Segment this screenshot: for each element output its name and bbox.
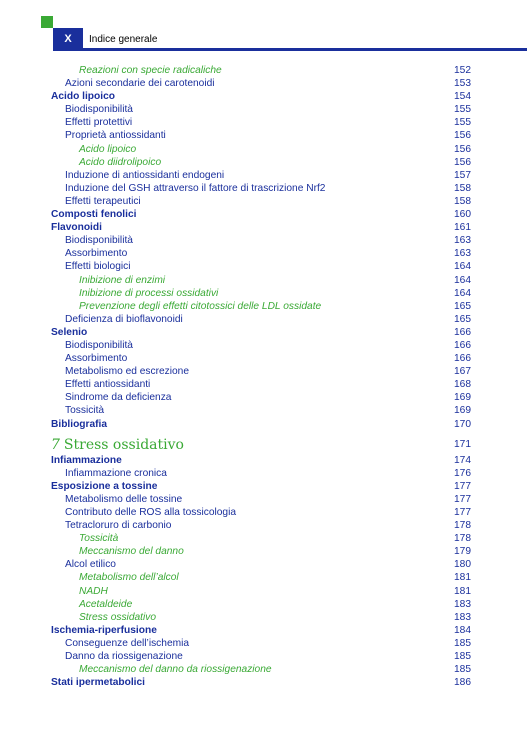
toc-entry[interactable] — [51, 454, 471, 467]
toc-entry[interactable] — [51, 129, 471, 142]
toc-entry-page: 177 — [454, 480, 471, 492]
toc-entry-title: Deficienza di bioflavonoidi — [65, 313, 183, 325]
toc-entry[interactable] — [51, 339, 471, 352]
toc-entry[interactable] — [51, 274, 471, 287]
table-of-contents — [51, 64, 471, 689]
toc-entry-title: Biodisponibilità — [65, 104, 133, 116]
toc-entry-title: Reazioni con specie radicaliche — [79, 65, 222, 76]
toc-entry[interactable] — [51, 676, 471, 689]
toc-entry-title: Inibizione di enzimi — [79, 274, 166, 286]
chapter-title: Stress ossidativo — [63, 436, 184, 453]
toc-entry-page: 156 — [454, 156, 471, 168]
toc-entry[interactable] — [51, 326, 471, 339]
toc-entry-title: Meccanismo del danno da riossigenazione — [79, 664, 272, 676]
toc-entry-title: Meccanismo del danno — [79, 546, 184, 558]
toc-entry-page: 155 — [454, 104, 471, 116]
toc-entry-page: 164 — [454, 261, 471, 273]
toc-entry[interactable] — [51, 143, 471, 156]
toc-entry-page: 153 — [454, 78, 471, 90]
toc-entry[interactable] — [51, 532, 471, 545]
header-rule — [53, 48, 527, 51]
toc-entry-title: Effetti biologici — [65, 261, 131, 273]
toc-entry-page: 169 — [454, 405, 471, 417]
toc-entry[interactable] — [51, 208, 471, 221]
toc-entry-title: Inibizione di processi ossidativi — [79, 287, 219, 299]
toc-entry-page: 177 — [454, 507, 471, 518]
toc-entry-page: 158 — [454, 195, 471, 207]
toc-entry-page: 181 — [454, 585, 471, 597]
toc-entry-title: Acido lipoico — [51, 91, 115, 103]
toc-entry-page: 185 — [454, 651, 471, 663]
toc-entry-title: Effetti antiossidanti — [65, 379, 151, 391]
toc-entry-title: Proprietà antiossidanti — [65, 130, 166, 142]
toc-entry[interactable] — [51, 90, 471, 103]
toc-entry[interactable] — [51, 650, 471, 663]
toc-entry-page: 186 — [454, 677, 471, 689]
toc-entry-title: Ischemia-riperfusione — [51, 624, 157, 636]
toc-entry-title: NADH — [79, 585, 108, 597]
toc-entry-page: 163 — [454, 248, 471, 260]
toc-entry-title: Assorbimento — [65, 248, 128, 260]
toc-entry-title: Infiammazione cronica — [65, 467, 167, 479]
toc-entry-title: Sindrome da deficienza — [65, 392, 172, 404]
toc-entry-title: Tossicità — [65, 405, 105, 417]
toc-entry[interactable] — [51, 195, 471, 208]
toc-entry[interactable] — [51, 571, 471, 584]
chapter-page: 171 — [454, 438, 471, 450]
toc-entry-page: 174 — [454, 454, 471, 466]
toc-entry[interactable] — [51, 545, 471, 558]
header-accent-square — [41, 16, 53, 28]
toc-entry-title: Effetti terapeutici — [65, 195, 141, 207]
toc-entry[interactable] — [51, 221, 471, 234]
toc-entry[interactable] — [51, 480, 471, 493]
running-header-title: Indice generale — [89, 34, 158, 45]
toc-entry[interactable] — [51, 519, 471, 532]
toc-entry-title: Metabolismo delle tossine — [65, 493, 183, 505]
toc-entry[interactable] — [51, 352, 471, 365]
toc-entry-title: Acido lipoico — [79, 143, 137, 155]
toc-entry[interactable] — [51, 663, 471, 676]
toc-entry-title: Azioni secondarie dei carotenoidi — [65, 78, 215, 90]
toc-entry-page: 178 — [454, 520, 471, 532]
toc-entry-title: Assorbimento — [65, 353, 128, 365]
toc-entry-page: 185 — [454, 637, 471, 649]
toc-entry-page: 181 — [454, 572, 471, 584]
toc-entry[interactable] — [51, 506, 471, 519]
toc-entry[interactable] — [51, 558, 471, 571]
page-label: X — [53, 28, 83, 50]
toc-entry[interactable] — [51, 116, 471, 129]
toc-entry-title: Biodisponibilità — [65, 235, 133, 247]
toc-entry[interactable] — [51, 378, 471, 391]
toc-entry-title: Metabolismo ed escrezione — [65, 366, 190, 378]
toc-entry-page: 180 — [454, 559, 471, 571]
toc-entry-page: 184 — [454, 624, 471, 636]
toc-entry[interactable] — [51, 598, 471, 611]
toc-entry[interactable] — [51, 404, 471, 417]
toc-entry-page: 178 — [454, 533, 471, 545]
toc-entry[interactable] — [51, 182, 471, 195]
toc-entry[interactable] — [51, 585, 471, 598]
toc-entry-title: Stress ossidativo — [79, 611, 157, 623]
toc-entry-title: Acetaldeide — [79, 598, 133, 610]
toc-entry-page: 166 — [454, 326, 471, 338]
toc-entry-page: 167 — [454, 366, 471, 378]
toc-entry-title: Biodisponibilità — [65, 339, 133, 351]
toc-entry-title: Induzione di antiossidanti endogeni — [65, 169, 225, 181]
toc-entry[interactable] — [51, 103, 471, 116]
toc-entry-page: 164 — [454, 274, 471, 286]
toc-entry-title: Stati ipermetabolici — [51, 677, 145, 689]
toc-section-a — [51, 64, 471, 431]
toc-entry[interactable] — [51, 300, 471, 313]
toc-entry-page: 152 — [454, 65, 471, 76]
toc-entry[interactable] — [51, 624, 471, 637]
toc-entry-page: 164 — [454, 287, 471, 299]
toc-entry-page: 156 — [454, 130, 471, 142]
toc-entry-title: Selenio — [51, 326, 88, 338]
toc-entry-title: Effetti protettivi — [65, 117, 133, 129]
toc-entry-page: 168 — [454, 379, 471, 391]
toc-entry-page: 156 — [454, 143, 471, 155]
toc-entry[interactable] — [51, 637, 471, 650]
toc-entry[interactable] — [51, 156, 471, 169]
chapter-heading[interactable] — [51, 434, 471, 454]
toc-entry-title: Metabolismo dell’alcol — [79, 572, 179, 584]
toc-entry[interactable] — [51, 493, 471, 506]
toc-entry[interactable] — [51, 418, 471, 431]
toc-entry[interactable] — [51, 391, 471, 404]
toc-entry-page: 158 — [454, 182, 471, 194]
toc-entry-title: Contributo delle ROS alla tossicologia — [65, 507, 237, 518]
toc-entry-title: Alcol etilico — [65, 559, 116, 571]
toc-entry-title: Composti fenolici — [51, 209, 137, 221]
toc-entry-page: 183 — [454, 598, 471, 610]
toc-entry-title: Tossicità — [79, 533, 119, 545]
toc-entry[interactable] — [51, 365, 471, 378]
toc-entry-title: Bibliografia — [51, 418, 108, 430]
toc-entry-page: 155 — [454, 117, 471, 129]
toc-entry-page: 170 — [454, 418, 471, 430]
toc-entry-page: 165 — [454, 313, 471, 325]
toc-entry-title: Induzione del GSH attraverso il fattore di trascrizione Nrf2 — [65, 182, 326, 194]
toc-entry-page: 183 — [454, 611, 471, 623]
toc-entry-title: Prevenzione degli effetti citotossici delle LDL ossidate — [79, 300, 322, 312]
toc-entry-page: 163 — [454, 235, 471, 247]
toc-entry[interactable] — [51, 260, 471, 273]
toc-entry-title: Conseguenze dell’ischemia — [65, 637, 190, 649]
toc-entry[interactable] — [51, 467, 471, 480]
toc-entry-title: Esposizione a tossine — [51, 480, 158, 492]
toc-entry-title: Infiammazione — [51, 454, 122, 466]
toc-entry-title: Flavonoidi — [51, 222, 102, 234]
toc-entry-page: 176 — [454, 467, 471, 479]
toc-entry-title: Tetracloruro di carbonio — [65, 520, 172, 532]
toc-entry-page: 179 — [454, 546, 471, 558]
toc-entry[interactable] — [51, 247, 471, 260]
toc-entry-page: 169 — [454, 392, 471, 404]
toc-entry-page: 160 — [454, 209, 471, 221]
toc-entry-page: 166 — [454, 353, 471, 365]
toc-entry[interactable] — [51, 169, 471, 182]
toc-entry-page: 154 — [454, 91, 471, 103]
toc-entry-page: 161 — [454, 222, 471, 234]
toc-entry[interactable] — [51, 77, 471, 90]
toc-entry-title: Danno da riossigenazione — [65, 651, 183, 663]
toc-entry[interactable] — [51, 64, 471, 77]
toc-section-b — [51, 454, 471, 690]
toc-entry[interactable] — [51, 234, 471, 247]
toc-entry-page: 157 — [454, 169, 471, 181]
toc-entry-page: 166 — [454, 339, 471, 351]
toc-entry-title: Acido diidrolipoico — [79, 156, 162, 168]
toc-entry[interactable] — [51, 313, 471, 326]
toc-entry-page: 177 — [454, 493, 471, 505]
chapter-number: 7 — [51, 436, 60, 453]
toc-entry[interactable] — [51, 611, 471, 624]
toc-entry-page: 185 — [454, 664, 471, 676]
toc-entry-page: 165 — [454, 300, 471, 312]
toc-entry[interactable] — [51, 287, 471, 300]
